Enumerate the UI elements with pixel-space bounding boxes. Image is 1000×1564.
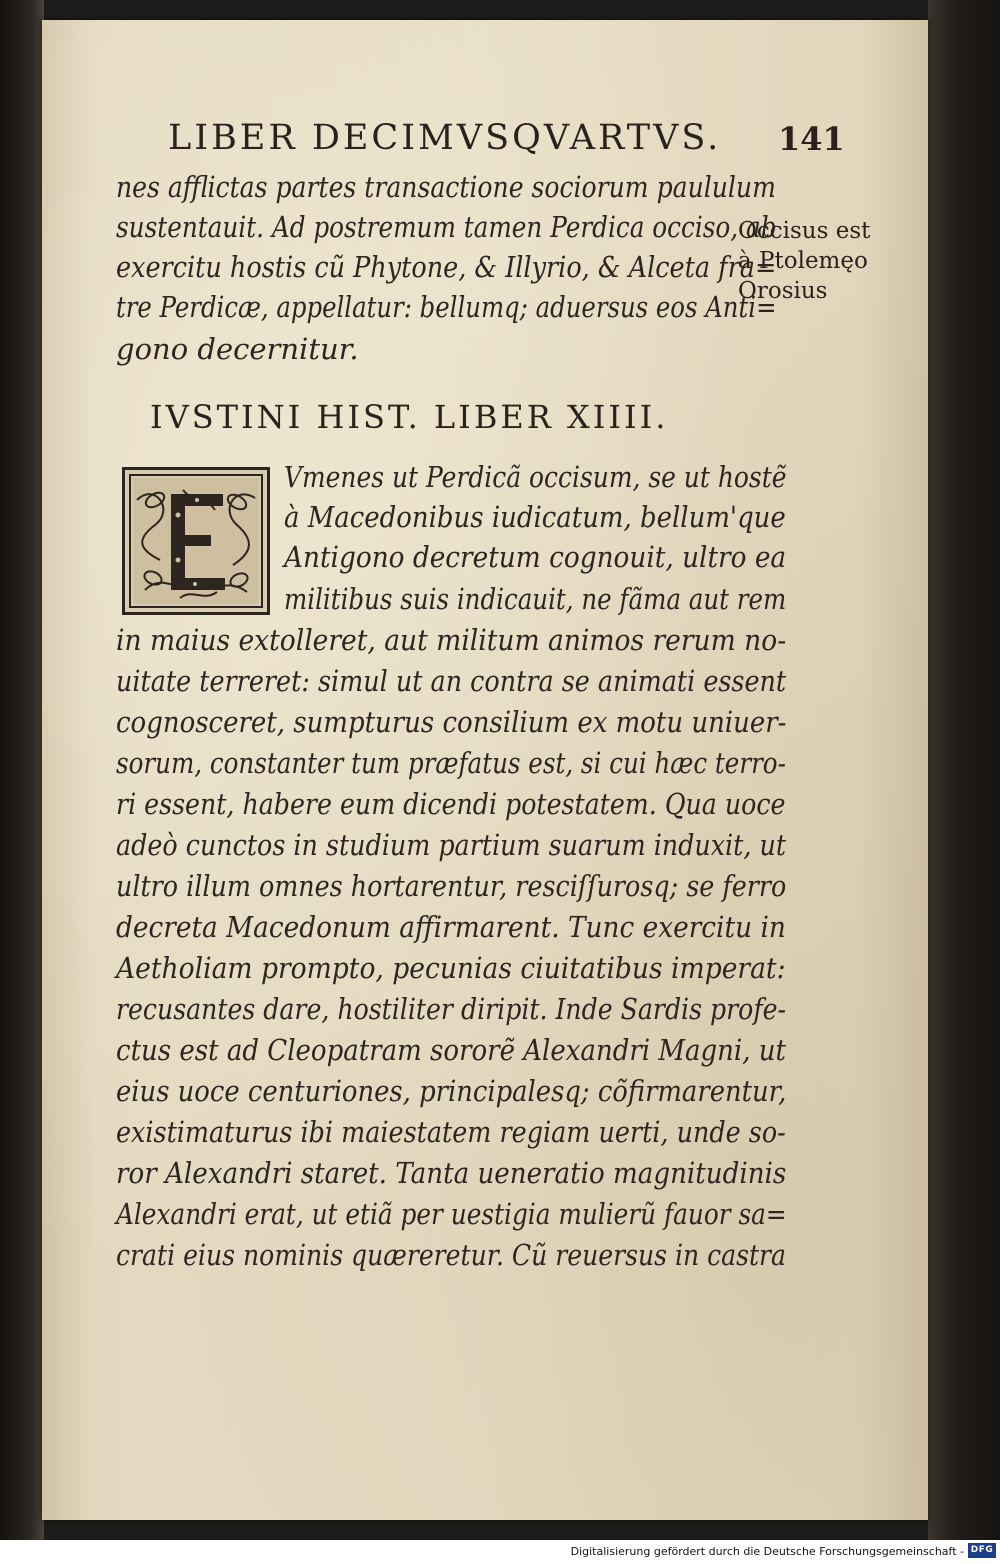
text-line: ultro illum omnes hortarentur, resciſſurosq; se ferro bbox=[116, 869, 787, 903]
text-line: existimaturus ibi maiestatem regiam uerti, unde so- bbox=[116, 1115, 786, 1149]
section-heading: IVSTINI HIST. LIBER XIIII. bbox=[150, 398, 669, 436]
text-line: sorum, constanter tum præfatus est, si cui hæc terro- bbox=[116, 746, 786, 780]
body-text-block bbox=[116, 460, 786, 1290]
text-line: ri essent, habere eum dicendi potestatem. Qua uoce bbox=[116, 787, 786, 821]
margin-note bbox=[738, 216, 870, 306]
right-dark-margin bbox=[928, 0, 1000, 1564]
text-line: in maius extolleret, aut militum animos rerum no- bbox=[116, 623, 787, 657]
funding-credit: Digitalisierung gefördert durch die Deutsche Forschungsgemeinschaft - bbox=[570, 1545, 964, 1558]
text-line: adeò cunctos in studium partium suarum induxit, ut bbox=[116, 828, 787, 862]
text-line: sustentauit. Ad postremum tamen Perdica occiso, ab bbox=[116, 210, 777, 244]
text-line: Vmenes ut Perdicã occisum, se ut hostẽ bbox=[284, 460, 787, 494]
text-line: decreta Macedonum affirmarent. Tunc exercitu in bbox=[116, 910, 786, 944]
text-line: exercitu hostis cũ Phytone, & Illyrio, & Alceta fra= bbox=[116, 250, 777, 284]
text-line: ror Alexandri staret. Tanta ueneratio magnitudinis bbox=[116, 1156, 787, 1190]
running-title: LIBER DECIMVSQVARTVS. bbox=[168, 118, 722, 158]
book-page bbox=[42, 20, 928, 1520]
text-line: Aetholiam prompto, pecunias ciuitatibus imperat: bbox=[116, 951, 786, 985]
dfg-logo: DFG bbox=[968, 1543, 996, 1558]
text-line: cognosceret, sumpturus consilium ex motu uniuer- bbox=[116, 705, 787, 739]
text-line: à Macedonibus iudicatum, bellum'que bbox=[284, 500, 786, 534]
text-line: nes afflictas partes transactione sociorum paululum bbox=[116, 170, 776, 204]
text-line: uitate terreret: simul ut an contra se animati essent bbox=[116, 664, 787, 698]
text-line: crati eius nominis quæreretur. Cũ reuersus in castra bbox=[116, 1238, 787, 1272]
text-line: Antigono decretum cognouit, ultro ea bbox=[284, 540, 787, 574]
text-line: tre Perdicæ, appellatur: bellumq; aduersus eos Anti= bbox=[116, 290, 777, 324]
text-line: ctus est ad Cleopatram sororẽ Alexandri Magni, ut bbox=[116, 1033, 786, 1067]
margin-note-line: à Ptolemęo bbox=[738, 248, 868, 274]
page-header bbox=[122, 118, 882, 168]
text-line: recusantes dare, hostiliter diripit. Inde Sardis profe- bbox=[116, 992, 787, 1026]
text-line: militibus suis indicauit, ne fãma aut rem bbox=[284, 582, 787, 616]
margin-note-line: Orosius bbox=[738, 278, 828, 304]
margin-note-line: Occisus est bbox=[738, 218, 871, 244]
page-number: 141 bbox=[778, 120, 845, 158]
binding-edge bbox=[0, 0, 44, 1564]
text-line: gono decernitur. bbox=[116, 332, 359, 366]
top-text-block bbox=[116, 170, 776, 380]
text-line: Alexandri erat, ut etiã per uestigia mulierũ fauor sa= bbox=[116, 1197, 787, 1231]
text-line: eius uoce centuriones, principalesq; cõfirmarentur, bbox=[116, 1074, 787, 1108]
